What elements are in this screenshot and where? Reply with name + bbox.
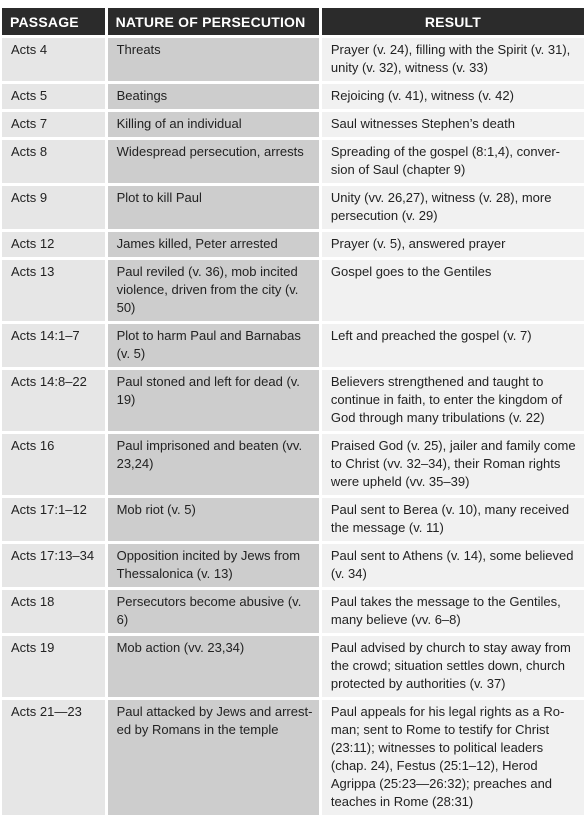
- nature-cell: Mob action (vv. 23,34): [108, 636, 319, 697]
- nature-cell: Threats: [108, 38, 319, 81]
- result-cell: Paul sent to Berea (v. 10), many received the message (v. 11): [322, 498, 584, 541]
- passage-cell: Acts 14:8–22: [2, 370, 105, 431]
- table-row: [2, 700, 584, 815]
- passage-cell: Acts 8: [2, 140, 105, 183]
- passage-cell: Acts 5: [2, 84, 105, 109]
- result-cell: Paul sent to Athens (v. 14), some believed (v. 34): [322, 544, 584, 587]
- passage-cell: Acts 16: [2, 434, 105, 495]
- nature-cell: Paul imprisoned and beaten (vv. 23,24): [108, 434, 319, 495]
- result-cell: Believers strengthened and taught to continue in faith, to enter the kingdom of God through many tribulations (v. 22): [322, 370, 584, 431]
- nature-cell: Plot to kill Paul: [108, 186, 319, 229]
- result-cell: Spreading of the gospel (8:1,4), conver-sion of Saul (chapter 9): [322, 140, 584, 183]
- nature-cell: Paul stoned and left for dead (v. 19): [108, 370, 319, 431]
- passage-cell: Acts 21—23: [2, 700, 105, 815]
- result-cell: Paul appeals for his legal rights as a Ro-man; sent to Rome to testify for Christ (23:11); witnesses to political leaders (chap. 24), Festus (25:1–12), Herod Agrippa (25:23—26:32); preaches and teaches in Rome (28:31): [322, 700, 584, 815]
- passage-cell: Acts 14:1–7: [2, 324, 105, 367]
- nature-cell: Plot to harm Paul and Barnabas (v. 5): [108, 324, 319, 367]
- header-nature: NATURE OF PERSECUTION: [108, 8, 319, 35]
- nature-cell: Opposition incited by Jews from Thessalonica (v. 13): [108, 544, 319, 587]
- table-row: [2, 498, 584, 541]
- table-row: [2, 636, 584, 697]
- persecution-table: [0, 5, 587, 818]
- result-cell: Paul takes the message to the Gentiles, many believe (vv. 6–8): [322, 590, 584, 633]
- nature-cell: James killed, Peter arrested: [108, 232, 319, 257]
- passage-cell: Acts 12: [2, 232, 105, 257]
- result-cell: Saul witnesses Stephen’s death: [322, 112, 584, 137]
- table-row: [2, 370, 584, 431]
- passage-cell: Acts 7: [2, 112, 105, 137]
- table-row: [2, 112, 584, 137]
- nature-cell: Widespread persecution, arrests: [108, 140, 319, 183]
- result-cell: Prayer (v. 5), answered prayer: [322, 232, 584, 257]
- nature-cell: Mob riot (v. 5): [108, 498, 319, 541]
- passage-cell: Acts 17:13–34: [2, 544, 105, 587]
- result-cell: Gospel goes to the Gentiles: [322, 260, 584, 321]
- result-cell: Rejoicing (v. 41), witness (v. 42): [322, 84, 584, 109]
- result-cell: Prayer (v. 24), filling with the Spirit (v. 31), unity (v. 32), witness (v. 33): [322, 38, 584, 81]
- persecution-table-container: [0, 5, 588, 818]
- table-body: [2, 38, 584, 815]
- table-row: [2, 260, 584, 321]
- header-passage: PASSAGE: [2, 8, 105, 35]
- passage-cell: Acts 18: [2, 590, 105, 633]
- header-row: [2, 8, 584, 35]
- nature-cell: Paul reviled (v. 36), mob incited violence, driven from the city (v. 50): [108, 260, 319, 321]
- table-row: [2, 38, 584, 81]
- table-row: [2, 544, 584, 587]
- passage-cell: Acts 19: [2, 636, 105, 697]
- header-result: RESULT: [322, 8, 584, 35]
- table-row: [2, 186, 584, 229]
- result-cell: Left and preached the gospel (v. 7): [322, 324, 584, 367]
- table-row: [2, 84, 584, 109]
- table-row: [2, 232, 584, 257]
- result-cell: Paul advised by church to stay away from the crowd; situation settles down, church protected by authorities (v. 37): [322, 636, 584, 697]
- passage-cell: Acts 13: [2, 260, 105, 321]
- nature-cell: Paul attacked by Jews and arrest-ed by Romans in the temple: [108, 700, 319, 815]
- nature-cell: Beatings: [108, 84, 319, 109]
- table-row: [2, 324, 584, 367]
- passage-cell: Acts 4: [2, 38, 105, 81]
- passage-cell: Acts 9: [2, 186, 105, 229]
- table-row: [2, 590, 584, 633]
- nature-cell: Killing of an individual: [108, 112, 319, 137]
- result-cell: Praised God (v. 25), jailer and family come to Christ (vv. 32–34), their Roman rights were upheld (vv. 35–39): [322, 434, 584, 495]
- table-row: [2, 434, 584, 495]
- table-row: [2, 140, 584, 183]
- passage-cell: Acts 17:1–12: [2, 498, 105, 541]
- nature-cell: Persecutors become abusive (v. 6): [108, 590, 319, 633]
- result-cell: Unity (vv. 26,27), witness (v. 28), more persecution (v. 29): [322, 186, 584, 229]
